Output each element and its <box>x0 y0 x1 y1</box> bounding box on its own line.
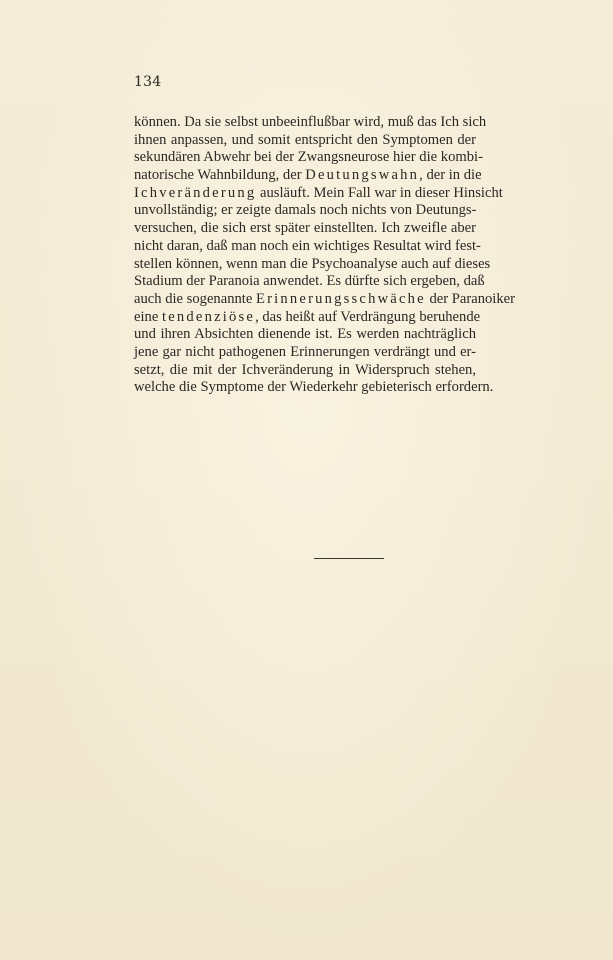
text-line <box>134 255 491 274</box>
text-line <box>134 202 476 220</box>
page-number: 134 <box>134 74 162 90</box>
text-segment: stellen können, wenn man die Psychoanalyse auch auf dieses <box>134 255 491 272</box>
text-segment: versuchen, die sich erst später einstellten. Ich zweifle aber <box>134 220 476 237</box>
text-segment: Stadium der Paranoia anwendet. Es dürfte sich ergeben, daß <box>134 273 485 290</box>
text-segment: , der in die <box>419 167 482 184</box>
text-line <box>134 149 483 167</box>
text-line <box>134 379 494 397</box>
text-line <box>134 167 482 185</box>
text-line <box>134 362 476 380</box>
body-text <box>134 114 515 397</box>
text-line <box>134 220 476 238</box>
text-line <box>134 184 503 203</box>
text-segment: eine <box>134 308 162 325</box>
text-line <box>134 273 485 291</box>
text-segment: der Paranoiker <box>425 290 515 307</box>
text-segment: jene gar nicht pathogenen Erinnerungen verdrängt und er- <box>134 343 476 360</box>
spaced-emphasis: tendenziöse <box>161 308 256 325</box>
text-segment: nicht daran, daß man noch ein wichtiges Resultat wird fest- <box>134 237 481 254</box>
text-line <box>134 290 515 309</box>
text-segment: ihnen anpassen, und somit entspricht den Symptomen der <box>134 131 476 148</box>
text-segment: , das heißt auf Verdrängung beruhende <box>255 308 481 325</box>
text-segment: können. Da sie selbst unbeeinflußbar wird, muß das Ich sich <box>134 114 487 130</box>
text-line <box>134 308 481 327</box>
text-segment: unvollständig; er zeigte damals noch nichts von Deutungs- <box>134 202 477 219</box>
spaced-emphasis: Erinnerungsschwäche <box>255 290 426 307</box>
text-segment: und ihren Absichten dienende ist. Es werden nachträglich <box>134 326 476 343</box>
text-segment: ausläuft. Mein Fall war in dieser Hinsicht <box>256 184 503 201</box>
text-line <box>134 132 476 150</box>
text-segment: sekundären Abwehr bei der Zwangsneurose hier die kombi- <box>134 149 483 166</box>
text-line <box>134 237 481 256</box>
spaced-emphasis: Deutungswahn <box>305 167 420 184</box>
text-line <box>134 344 476 362</box>
spaced-emphasis: Ichveränderung <box>134 184 257 201</box>
text-line <box>134 326 476 344</box>
text-segment: auch die sogenannte <box>134 290 256 307</box>
section-end-rule <box>314 558 384 559</box>
text-line <box>134 114 487 132</box>
text-segment: setzt, die mit der Ichveränderung in Widerspruch stehen, <box>134 361 476 378</box>
text-segment: natorische Wahnbildung, der <box>134 167 306 184</box>
text-segment: welche die Symptome der Wiederkehr gebieterisch erfordern. <box>134 379 494 396</box>
